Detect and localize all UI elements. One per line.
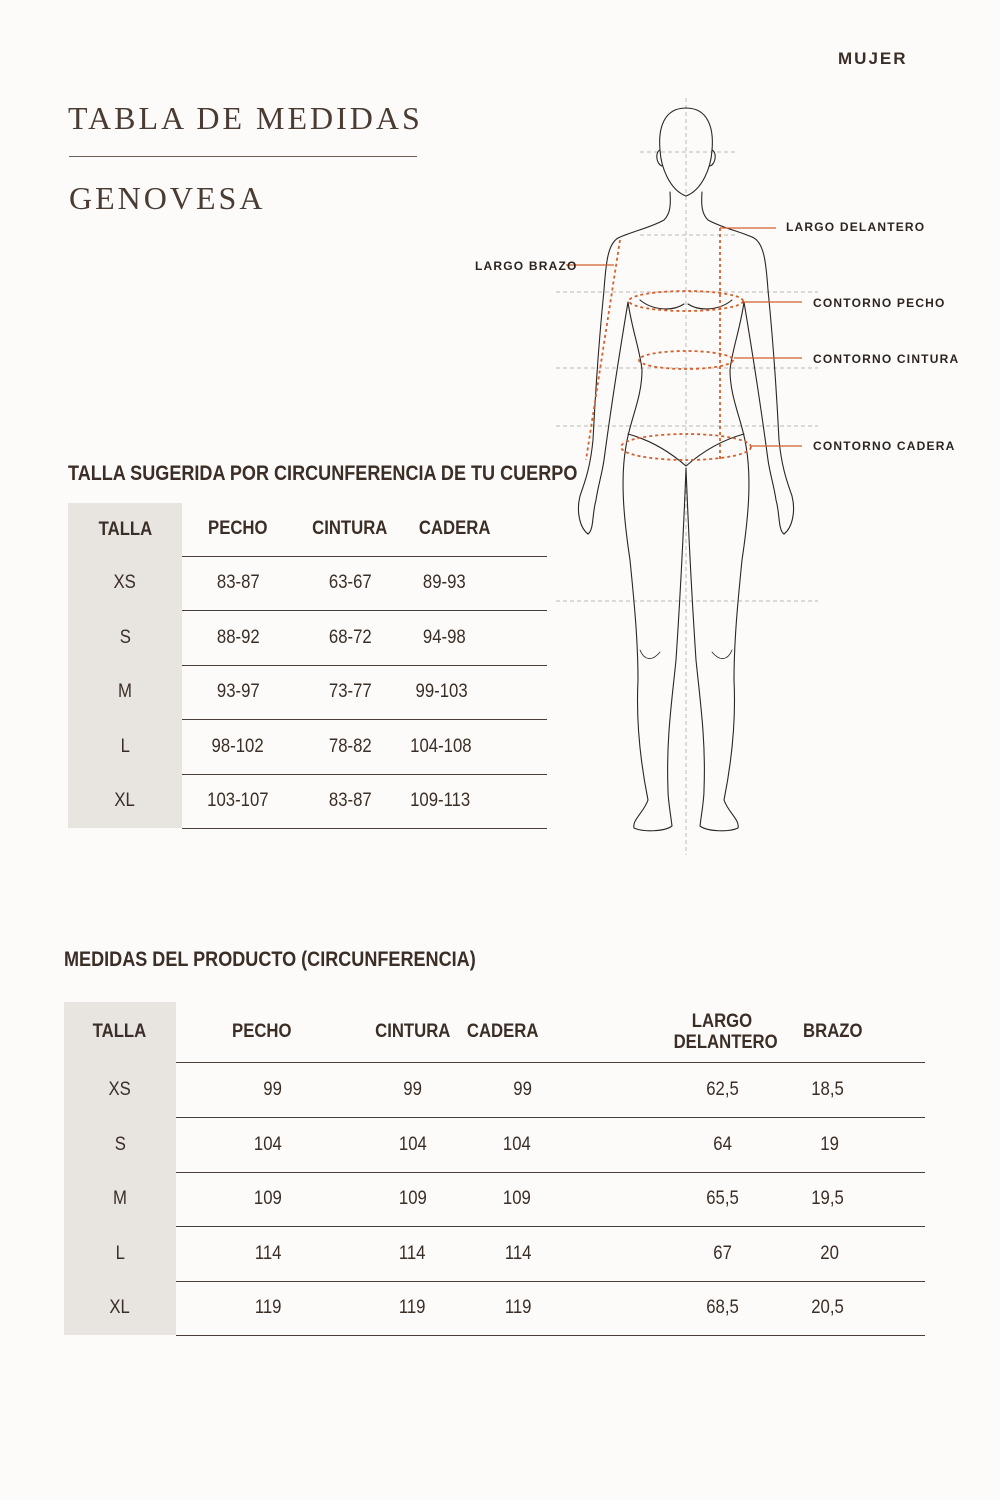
column-header: TALLA [64,1002,176,1062]
table-row [64,1172,925,1226]
table-cell: 114 [462,1226,667,1281]
size-cell: XL [64,1281,176,1335]
table-cell: 63-67 [294,556,406,610]
table-cell: 99-103 [406,665,547,719]
table-row [64,1226,925,1281]
table-cell: 119 [176,1281,364,1335]
table-cell: 109-113 [406,774,547,828]
table-cell: 103-107 [182,774,294,828]
table-cell: 68-72 [294,610,406,665]
gender-label: MUJER [838,49,908,68]
column-header: CINTURA [363,1002,461,1062]
table-row [68,774,547,828]
column-header: CINTURA [294,503,406,556]
table-row [64,1062,925,1117]
body-size-table [68,503,547,829]
table-header-row [64,1002,925,1062]
table-cell: 68,5 [667,1281,777,1335]
table-cell: 67 [667,1226,777,1281]
table-row [68,665,547,719]
table-cell: 99 [363,1062,461,1117]
column-header: PECHO [182,503,294,556]
table-cell: 20,5 [777,1281,925,1335]
table-row [64,1117,925,1172]
table-cell: 94-98 [406,610,547,665]
table-cell: 114 [363,1226,461,1281]
product-name: GENOVESA [69,180,266,216]
column-header: CADERA [406,503,547,556]
body-diagram [475,95,1000,865]
table-cell: 89-93 [406,556,547,610]
table-cell: 99 [462,1062,667,1117]
table-cell: 64 [667,1117,777,1172]
table-cell: 78-82 [294,719,406,774]
label-contorno-pecho: CONTORNO PECHO [813,296,946,310]
table-cell: 20 [777,1226,925,1281]
table-row [64,1281,925,1335]
table-cell: 119 [462,1281,667,1335]
label-largo-brazo: LARGO BRAZO [475,259,578,273]
size-cell: XS [64,1062,176,1117]
table-cell: 114 [176,1226,364,1281]
body-table-title: TALLA SUGERIDA POR CIRCUNFERENCIA DE TU CUERPO [68,462,578,485]
table-cell: 99 [176,1062,364,1117]
table-cell: 119 [363,1281,461,1335]
size-cell: XL [68,774,182,828]
size-cell: M [68,665,182,719]
size-cell: L [68,719,182,774]
table-cell: 83-87 [182,556,294,610]
table-cell: 88-92 [182,610,294,665]
size-cell: XS [68,556,182,610]
table-cell: 73-77 [294,665,406,719]
product-measurements-table [64,1002,925,1336]
table-header-row [68,503,547,556]
table-cell: 19,5 [777,1172,925,1226]
table-cell: 62,5 [667,1062,777,1117]
title-divider [69,156,417,157]
column-header: TALLA [68,503,182,556]
table-cell: 104 [363,1117,461,1172]
column-header: CADERA [462,1002,667,1062]
body-figure-illustration [550,95,1000,865]
table-row [68,556,547,610]
size-cell: S [64,1117,176,1172]
table-cell: 104 [462,1117,667,1172]
table-row [68,610,547,665]
label-contorno-cintura: CONTORNO CINTURA [813,352,960,366]
column-header: PECHO [176,1002,364,1062]
label-contorno-cadera: CONTORNO CADERA [813,439,956,453]
table-cell: 109 [462,1172,667,1226]
table-cell: 93-97 [182,665,294,719]
table-cell: 109 [176,1172,364,1226]
table-cell: 98-102 [182,719,294,774]
column-header: LARGO DELANTERO [667,1002,777,1062]
label-largo-delantero: LARGO DELANTERO [786,220,926,234]
table-cell: 104 [176,1117,364,1172]
column-header: BRAZO [777,1002,925,1062]
size-cell: M [64,1172,176,1226]
page-title: TABLA DE MEDIDAS [68,100,423,136]
table-cell: 109 [363,1172,461,1226]
table-cell: 65,5 [667,1172,777,1226]
size-cell: L [64,1226,176,1281]
table-cell: 83-87 [294,774,406,828]
product-table-title: MEDIDAS DEL PRODUCTO (CIRCUNFERENCIA) [64,948,476,971]
table-cell: 19 [777,1117,925,1172]
table-cell: 104-108 [406,719,547,774]
table-row [68,719,547,774]
table-cell: 18,5 [777,1062,925,1117]
size-cell: S [68,610,182,665]
